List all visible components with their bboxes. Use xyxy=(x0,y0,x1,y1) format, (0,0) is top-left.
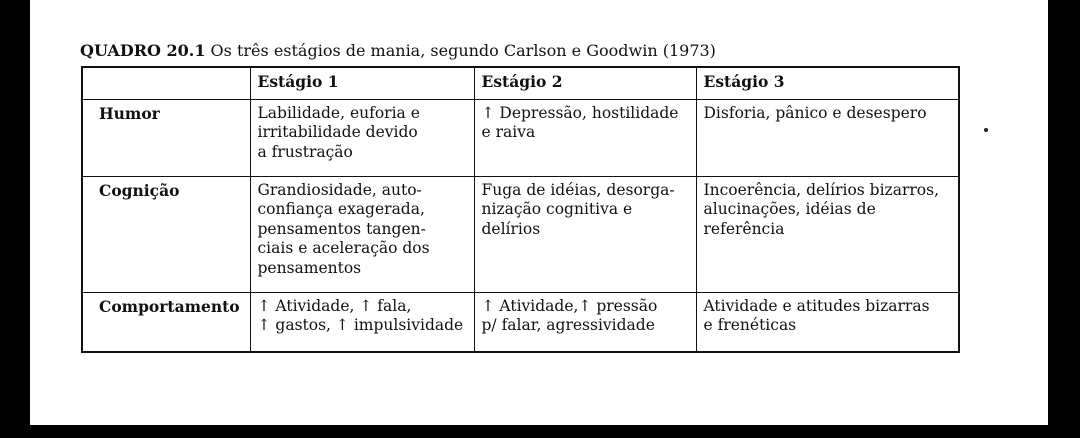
table-caption xyxy=(80,41,716,61)
cell-line: confiança exagerada, xyxy=(257,200,425,218)
header-empty xyxy=(82,67,250,99)
cell-line: referência xyxy=(703,219,785,238)
cell-line: pensamentos xyxy=(257,258,362,277)
cell-cognicao-stage-2 xyxy=(474,176,696,292)
cell-line: nização cognitiva e xyxy=(481,200,633,218)
cell-line: e frenéticas xyxy=(703,316,797,334)
cell-line: ↑ Atividade,↑ pressão xyxy=(481,296,658,315)
row-label-comportamento: Comportamento xyxy=(82,292,250,352)
stray-mark xyxy=(984,128,988,132)
header-row xyxy=(82,67,959,99)
header-stage-2: Estágio 2 xyxy=(474,67,696,99)
header-stage-3: Estágio 3 xyxy=(696,67,959,99)
header-stage-1: Estágio 1 xyxy=(250,67,474,99)
cell-humor-stage-2 xyxy=(474,99,696,176)
cell-line: irritabilidade devido xyxy=(257,123,418,141)
cell-comportamento-stage-1 xyxy=(250,292,474,352)
cell-line: e raiva xyxy=(481,123,536,141)
cell-line: Atividade e atitudes bizarras xyxy=(703,296,930,315)
cell-line: p/ falar, agressividade xyxy=(481,316,655,334)
cell-cognicao-stage-3 xyxy=(696,176,959,292)
cell-line: Labilidade, euforia e xyxy=(257,103,420,122)
cell-line: ↑ gastos, ↑ impulsividade xyxy=(257,316,464,334)
cell-line: ↑ Depressão, hostilidade xyxy=(481,103,679,122)
cell-line: pensamentos tangen- xyxy=(257,219,426,238)
cell-line: delírios xyxy=(481,219,541,238)
table-row-comportamento xyxy=(82,292,959,352)
cell-humor-stage-1 xyxy=(250,99,474,176)
cell-line: Incoerência, delírios bizarros, xyxy=(703,180,939,199)
row-label-cognicao: Cognição xyxy=(82,176,250,292)
cell-line: Grandiosidade, auto- xyxy=(257,180,422,199)
table-row-cognicao xyxy=(82,176,959,292)
caption-label: QUADRO 20.1 xyxy=(80,41,206,60)
cell-line: alucinações, idéias de xyxy=(703,200,876,218)
cell-line: Fuga de idéias, desorga- xyxy=(481,180,675,199)
cell-comportamento-stage-2 xyxy=(474,292,696,352)
cell-humor-stage-3 xyxy=(696,99,959,176)
row-label-humor: Humor xyxy=(82,99,250,176)
cell-line: a frustração xyxy=(257,142,353,161)
cell-line: Disforia, pânico e desespero xyxy=(703,103,927,122)
cell-line: ciais e aceleração dos xyxy=(257,239,430,257)
mania-stages-table xyxy=(81,66,960,353)
caption-text: Os três estágios de mania, segundo Carlson e Goodwin (1973) xyxy=(205,41,716,60)
cell-cognicao-stage-1 xyxy=(250,176,474,292)
cell-line: ↑ Atividade, ↑ fala, xyxy=(257,296,412,315)
cell-comportamento-stage-3 xyxy=(696,292,959,352)
table-row-humor xyxy=(82,99,959,176)
